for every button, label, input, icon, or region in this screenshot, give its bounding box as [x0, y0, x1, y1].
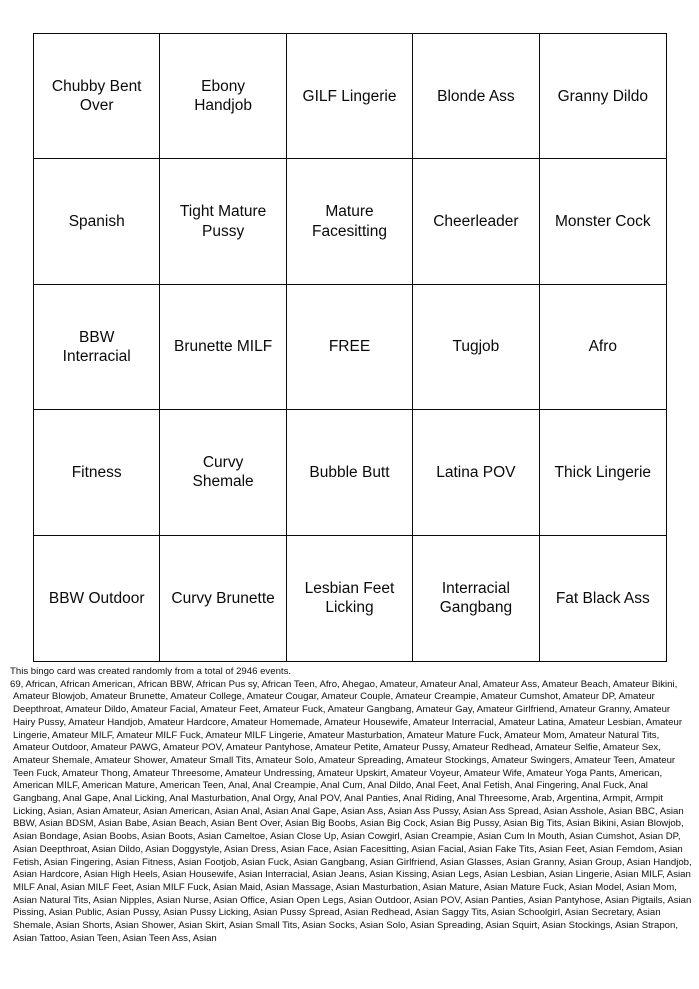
bingo-cell-label: Monster Cock [554, 212, 651, 230]
bingo-cell-label: Fitness [71, 463, 122, 481]
bingo-cell [413, 285, 539, 410]
bingo-cell [34, 410, 160, 535]
bingo-cell [160, 34, 286, 159]
bingo-cell-label: Tugjob [452, 338, 500, 356]
bingo-cell [540, 536, 666, 661]
bingo-cell-label: Mature Facesitting [312, 203, 387, 240]
bingo-cell-label: Bubble Butt [309, 463, 390, 481]
bingo-card-grid [33, 33, 667, 662]
bingo-cell [413, 34, 539, 159]
bingo-cell [160, 285, 286, 410]
bingo-cell [413, 410, 539, 535]
bingo-cell-label: Curvy Brunette [171, 589, 275, 607]
bingo-cell [287, 536, 413, 661]
bingo-cell [34, 34, 160, 159]
bingo-cell-label: Interracial Gangbang [439, 580, 513, 617]
bingo-cell [160, 159, 286, 284]
bingo-cell [540, 34, 666, 159]
bingo-cell [287, 159, 413, 284]
bingo-cell [34, 536, 160, 661]
bingo-cell-free-label: FREE [328, 338, 371, 356]
bingo-cell [34, 159, 160, 284]
bingo-cell-label: BBW Interracial [62, 328, 131, 365]
bingo-cell-label: Granny Dildo [557, 87, 649, 105]
bingo-cell [287, 410, 413, 535]
bingo-cell [413, 536, 539, 661]
events-list: 69, African, African American, African BBW, African Pus sy, African Teen, Afro, Ahegao, Amateur, Amateur Anal, Amateur Ass, Amateur Beach, Amateur Bikini, Amateur Blowjob, Amateur Brunette, Amateur College, Amateur Cougar, Amateur Couple, Amateur Creampie, Amateur Cumshot, Amateur DP, Amateur Deepthroat, Amateur Dildo, Amateur Facial, Amateur Feet, Amateur Fuck, Amateur Gangbang, Amateur Gay, Amateur Girlfriend, Amateur Granny, Amateur Hairy Pussy, Amateur Handjob, Amateur Hardcore, Amateur Homemade, Amateur Housewife, Amateur Interracial, Amateur Latina, Amateur Lesbian, Amateur Lingerie, Amateur MILF, Amateur MILF Fuck, Amateur MILF Lingerie, Amateur Masturbation, Amateur Mature Fuck, Amateur Mom, Amateur Natural Tits, Amateur Outdoor, Amateur PAWG, Amateur POV, Amateur Pantyhose, Amateur Petite, Amateur Pussy, Amateur Redhead, Amateur Selfie, Amateur Sex, Amateur Shemale, Amateur Shower, Amateur Small Tits, Amateur Solo, Amateur Spreading, Amateur Stockings, Amateur Swingers, Amateur Teen, Amateur Teen Fuck, Amateur Thong, Amateur Threesome, Amateur Undressing, Amateur Upskirt, Amateur Voyeur, Amateur Wife, Amateur Yoga Pants, American, American MILF, American Mature, American Teen, Anal, Anal Creampie, Anal Cum, Anal Dildo, Anal Feet, Anal Fetish, Anal Fingering, Anal Fuck, Anal Gangbang, Anal Gape, Anal Licking, Anal Masturbation, Anal Orgy, Anal POV, Anal Panties, Anal Riding, Anal Threesome, Arab, Argentina, Armpit, Armpit Licking, Asian, Asian Amateur, Asian American, Asian Anal, Asian Anal Gape, Asian Ass, Asian Ass Pussy, Asian Ass Spread, Asian Asshole, Asian BBC, Asian BBW, Asian BDSM, Asian Babe, Asian Beach, Asian Bent Over, Asian Big Boobs, Asian Big Cock, Asian Big Pussy, Asian Big Tits, Asian Bikini, Asian Blowjob, Asian Bondage, Asian Boobs, Asian Boots, Asian Cameltoe, Asian Close Up, Asian Cowgirl, Asian Creampie, Asian Cum In Mouth, Asian Cumshot, Asian DP, Asian Deepthroat, Asian Dildo, Asian Doggystyle, Asian Dress, Asian Face, Asian Facesitting, Asian Facial, Asian Fake Tits, Asian Feet, Asian Femdom, Asian Fetish, Asian Fingering, Asian Fitness, Asian Footjob, Asian Fuck, Asian Gangbang, Asian Girlfriend, Asian Glasses, Asian Granny, Asian Group, Asian Handjob, Asian Hardcore, Asian High Heels, Asian Housewife, Asian Interracial, Asian Jeans, Asian Kissing, Asian Legs, Asian Lesbian, Asian Lingerie, Asian MILF, Asian MILF Anal, Asian MILF Feet, Asian MILF Fuck, Asian Maid, Asian Massage, Asian Masturbation, Asian Mature, Asian Mature Fuck, Asian Model, Asian Mom, Asian Natural Tits, Asian Nipples, Asian Nurse, Asian Office, Asian Open Legs, Asian Outdoor, Asian POV, Asian Panties, Asian Pantyhose, Asian Pigtails, Asian Pissing, Asian Public, Asian Pussy, Asian Pussy Licking, Asian Pussy Spread, Asian Redhead, Asian Saggy Tits, Asian Schoolgirl, Asian Secretary, Asian Shemale, Asian Shorts, Asian Shower, Asian Skirt, Asian Small Tits, Asian Socks, Asian Solo, Asian Spreading, Asian Squirt, Asian Stockings, Asian Strapon, Asian Tattoo, Asian Teen, Asian Teen Ass, Asian [10, 678, 692, 944]
bingo-cell-label: Spanish [68, 212, 125, 230]
bingo-cell [413, 159, 539, 284]
bingo-cell-label: Fat Black Ass [555, 589, 650, 607]
bingo-cell [34, 285, 160, 410]
bingo-cell-label: Cheerleader [433, 212, 519, 230]
bingo-cell [160, 536, 286, 661]
bingo-cell [540, 159, 666, 284]
bingo-cell [287, 34, 413, 159]
bingo-cell-label: GILF Lingerie [302, 87, 397, 105]
bingo-cell-label: Thick Lingerie [554, 463, 652, 481]
bingo-cell-label: Blonde Ass [437, 87, 515, 105]
bingo-cell-label: Chubby Bent Over [51, 77, 142, 115]
bingo-cell-label: Ebony Handjob [194, 77, 252, 115]
bingo-cell-label: Curvy Shemale [192, 454, 254, 491]
bingo-cell-label: Tight Mature Pussy [179, 203, 267, 240]
bingo-cell-label: Latina POV [436, 463, 516, 481]
bingo-cell [540, 285, 666, 410]
bingo-cell-free [287, 285, 413, 410]
bingo-cell [160, 410, 286, 535]
bingo-cell-label: Lesbian Feet Licking [304, 580, 395, 617]
bingo-cell [540, 410, 666, 535]
bingo-cell-label: Brunette MILF [173, 338, 273, 356]
bingo-cell-label: BBW Outdoor [48, 589, 145, 607]
bingo-cell-label: Afro [588, 338, 618, 356]
footer-text-block [10, 666, 694, 945]
creation-note: This bingo card was created randomly from a total of 2946 events. [10, 666, 292, 677]
